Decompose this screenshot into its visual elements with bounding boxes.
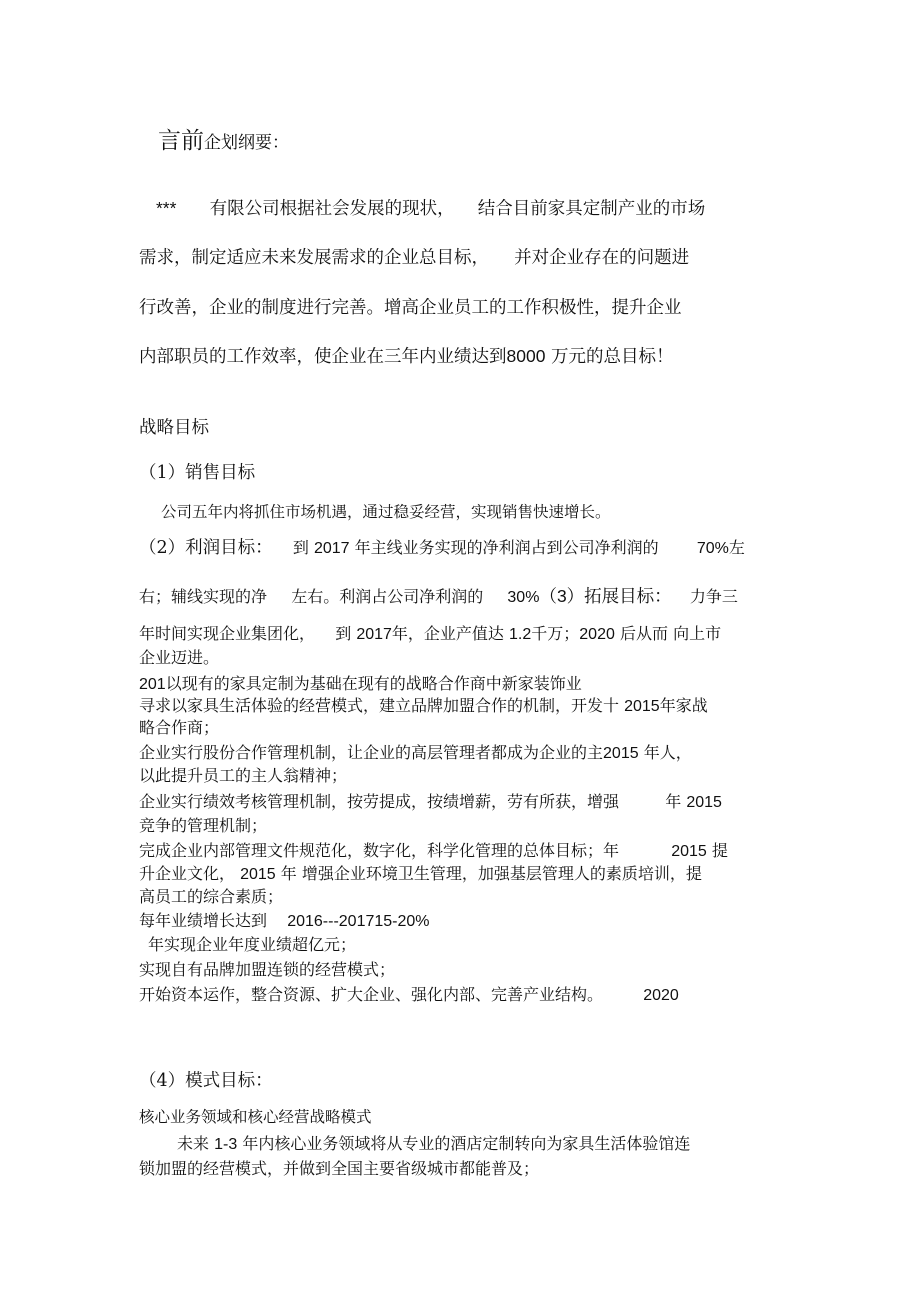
profit-line-1 xyxy=(139,540,745,558)
profit-text: 左 xyxy=(728,538,745,557)
intro-line-2 xyxy=(139,250,689,268)
intro-text-4a: 内部职员的工作效率，使企业在三年内业绩达到 xyxy=(139,347,507,367)
expand-text: 年 xyxy=(665,792,682,811)
intro-text-2a: 需求，制定适应未来发展需求的企业总目标， xyxy=(139,248,489,268)
profit-text: 左右。利润占公司净利润的 xyxy=(291,587,484,606)
profit-text: 千万； xyxy=(531,624,580,643)
intro-stars: *** xyxy=(156,198,177,218)
expand-line-8 xyxy=(139,843,728,860)
profit-year: 2020 xyxy=(579,626,615,643)
expand-line-12: 年实现企业年度业绩超亿元； xyxy=(148,935,357,954)
profit-main-percent: 70% xyxy=(696,540,729,557)
expand-heading-paren: （ xyxy=(539,587,557,607)
expand-year: 2015 xyxy=(686,794,722,811)
expand-text: 增强企业环境卫生管理，加强基层管理人的素质培训，提 xyxy=(301,864,702,883)
output-value: 1.2 xyxy=(509,626,532,643)
profit-text: 力争三 xyxy=(689,587,738,606)
expand-line-5: 以此提升员工的主人翁精神； xyxy=(139,766,348,785)
expand-text: 年家战 xyxy=(659,696,708,715)
expand-line-6 xyxy=(139,794,722,811)
profit-text: 年，企业产值达 xyxy=(391,624,504,643)
intro-line-3: 行改善，企业的制度进行完善。增高企业员工的工作积极性，提升企业 xyxy=(139,298,682,318)
sales-body: 公司五年内将抓住市场机遇，通过稳妥经营，实现销售快速增长。 xyxy=(161,503,611,521)
profit-text: 向上市 xyxy=(673,624,722,643)
mode-paragraph-line-1 xyxy=(177,1136,690,1153)
profit-text: 右；辅线实现的净 xyxy=(139,587,268,606)
profit-line-4: 企业迈进。 xyxy=(139,648,220,667)
growth-rate-range: 2016---201715-20% xyxy=(287,913,430,930)
mode-heading: （4）模式目标： xyxy=(139,1071,273,1091)
preface-title-small: 企划纲要： xyxy=(204,133,289,153)
profit-line-2 xyxy=(139,588,738,607)
preface-title xyxy=(158,130,289,153)
expand-text: 年 xyxy=(280,864,297,883)
expand-year: 2015 xyxy=(624,698,660,715)
profit-line-3 xyxy=(139,626,721,643)
intro-line-1 xyxy=(156,200,705,219)
mode-paragraph-line-2: 锁加盟的经营模式，并做到全国主要省级城市都能普及； xyxy=(139,1159,540,1178)
expand-line-4 xyxy=(139,745,692,762)
expand-year: 2015 xyxy=(603,745,639,762)
expand-year: 2015 xyxy=(671,843,707,860)
expand-year: 2020 xyxy=(643,987,679,1004)
expand-year: 201 xyxy=(139,676,166,693)
intro-text-2b: 并对企业存在的问题进 xyxy=(514,248,690,268)
expand-heading: ）拓展目标： xyxy=(566,587,672,607)
expand-text: 提 xyxy=(711,841,728,860)
expand-line-9 xyxy=(139,866,702,883)
profit-side-percent: 30% xyxy=(507,589,540,606)
intro-text-4b: 万元的总目标！ xyxy=(551,347,674,367)
expand-line-3: 略合作商； xyxy=(139,718,220,737)
profit-text: 年主线业务实现的净利润占到公司净利润的 xyxy=(354,538,659,557)
profit-heading: （2）利润目标： xyxy=(139,538,273,558)
mode-years: 1-3 xyxy=(214,1136,238,1153)
expand-line-2 xyxy=(139,698,708,715)
intro-target-number: 8000 xyxy=(506,346,546,366)
expand-line-7: 竞争的管理机制； xyxy=(139,816,268,835)
expand-line-11 xyxy=(139,913,430,930)
mode-text: 年内核心业务领域将从专业的酒店定制转向为家具生活体验馆连 xyxy=(242,1134,691,1153)
expand-text: 升企业文化， xyxy=(139,864,236,883)
intro-text-1b: 结合目前家具定制产业的市场 xyxy=(477,199,706,219)
profit-text: 后从而 xyxy=(619,624,668,643)
expand-text: 完成企业内部管理文件规范化，数字化，科学化管理的总体目标；年 xyxy=(139,841,620,860)
preface-title-large: 言前 xyxy=(158,128,204,154)
expand-text: 企业实行绩效考核管理机制，按劳提成，按绩增薪，劳有所获，增强 xyxy=(139,792,620,811)
mode-subheading: 核心业务领域和核心经营战略模式 xyxy=(139,1108,372,1126)
expand-text: 以现有的家具定制为基础在现有的战略合作商中新家装饰业 xyxy=(165,674,582,693)
mode-text: 未来 xyxy=(177,1134,210,1153)
expand-line-14 xyxy=(139,987,679,1004)
expand-heading-num: 3 xyxy=(556,586,567,606)
profit-year: 2017 xyxy=(313,540,350,557)
expand-text: 企业实行股份合作管理机制，让企业的高层管理者都成为企业的主 xyxy=(139,743,604,762)
expand-year: 2015 xyxy=(240,866,276,883)
expand-line-13: 实现自有品牌加盟连锁的经营模式； xyxy=(139,960,396,979)
sales-heading: （1）销售目标 xyxy=(139,463,256,483)
expand-text: 开始资本运作，整合资源、扩大企业、强化内部、完善产业结构。 xyxy=(139,985,604,1004)
expand-line-10: 高员工的综合素质； xyxy=(139,887,284,906)
expand-text: 每年业绩增长达到 xyxy=(139,911,268,930)
intro-text-1a: 有限公司根据社会发展的现状， xyxy=(209,199,455,219)
expand-text: 寻求以家具生活体验的经营模式，建立品牌加盟合作的机制，开发十 xyxy=(139,696,620,715)
profit-text: 到 xyxy=(292,538,309,557)
intro-line-4 xyxy=(139,348,674,367)
strategy-heading: 战略目标 xyxy=(139,418,209,438)
profit-year: 2017 xyxy=(356,626,392,643)
expand-text: 年人， xyxy=(643,743,692,762)
expand-line-1 xyxy=(139,676,582,693)
profit-text: 到 xyxy=(335,624,352,643)
profit-text: 年时间实现企业集团化， xyxy=(139,624,316,643)
